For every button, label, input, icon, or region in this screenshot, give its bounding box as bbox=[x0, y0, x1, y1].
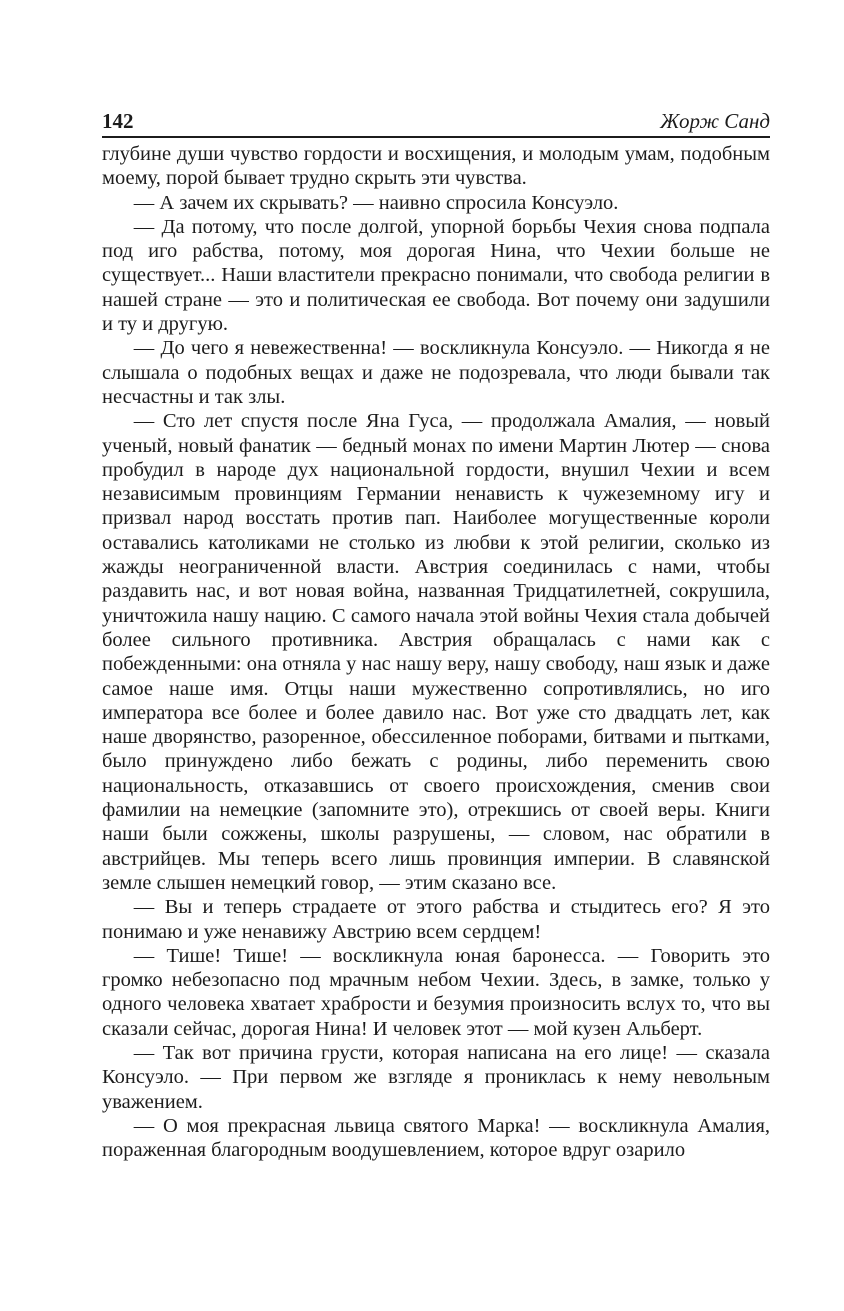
paragraph-3: — Да потому, что после долгой, упорной борьбы Чехия снова подпала под иго рабства, потому, моя дорогая Нина, что Чехии больше не существует... Наши властители прекрасно понимали, что свобода религии в нашей стране — это и политическая ее свобода. Вот почему они задушили и ту и другую. bbox=[102, 215, 770, 336]
paragraph-1: глубине души чувство гордости и восхищения, и молодым умам, подобным моему, порой бывает трудно скрыть эти чувства. bbox=[102, 143, 770, 190]
paragraph-9: — О моя прекрасная львица святого Марка! — воскликнула Амалия, пораженная благородным воодушевлением, которое вдруг озарило bbox=[102, 1114, 770, 1162]
body-text bbox=[102, 142, 770, 1162]
paragraph-2: — А зачем их скрывать? — наивно спросила Консуэло. bbox=[133, 191, 619, 214]
book-author: Жорж Санд bbox=[660, 109, 770, 133]
page-number: 142 bbox=[102, 109, 134, 133]
paragraph-7: — Тише! Тише! — воскликнула юная баронесса. — Говорить это громко небезопасно под мрачным небом Чехии. Здесь, в замке, только у одного человека хватает храбрости и безумия произносить вслух то, что вы сказали сейчас, дорогая Нина! И человек этот — мой кузен Альберт. bbox=[102, 944, 770, 1040]
running-header bbox=[102, 108, 770, 138]
paragraph-8: — Так вот причина грусти, которая написана на его лице! — сказала Консуэло. — При первом же взгляде я прониклась к нему невольным уважением. bbox=[102, 1041, 770, 1113]
paragraph-6: — Вы и теперь страдаете от этого рабства и стыдитесь его? Я это понимаю и уже ненавижу Австрию всем сердцем! bbox=[102, 896, 770, 943]
book-page bbox=[102, 108, 770, 1162]
paragraph-4: — До чего я невежественна! — воскликнула Консуэло. — Никогда я не слышала о подобных вещах и даже не подозревала, что люди бывали так несчастны и так злы. bbox=[102, 337, 770, 408]
paragraph-5: — Сто лет спустя после Яна Гуса, — продолжала Амалия, — новый ученый, новый фанатик — бедный монах по имени Мартин Лютер — снова пробудил в народе дух национальной гордости, внушил Чехии и всем независимым провинциям Германии ненависть к чужеземному игу и призвал народ восстать против пап. Наиболее могущественные короли оставались католиками не столько из любви к этой религии, сколько из жажды неограниченной власти. Австрия соединилась с нами, чтобы раздавить нас, и вот новая война, названная Тридцатилетней, сокрушила, уничтожила нашу нацию. С самого начала этой войны Чехия стала добычей более сильного противника. Австрия обращалась с нами как с побежденными: она отняла у нас нашу веру, нашу свободу, наш язык и даже самое наше имя. Отцы наши мужественно сопротивлялись, но иго императора все более и более давило нас. Вот уже сто двадцать лет, как наше дворянство, разоренное, обессиленное поборами, битвами и пытками, было принуждено либо бежать с родины, либо переменить свою национальность, отказавшись от своего происхождения, сменив свои фамилии на немецкие (запомните это), отрекшись от своей веры. Книги наши были сожжены, школы разрушены, — словом, нас обратили в австрийцев. Мы теперь всего лишь провинция империи. В славянской земле слышен немецкий говор, — этим сказано все. bbox=[102, 410, 770, 894]
